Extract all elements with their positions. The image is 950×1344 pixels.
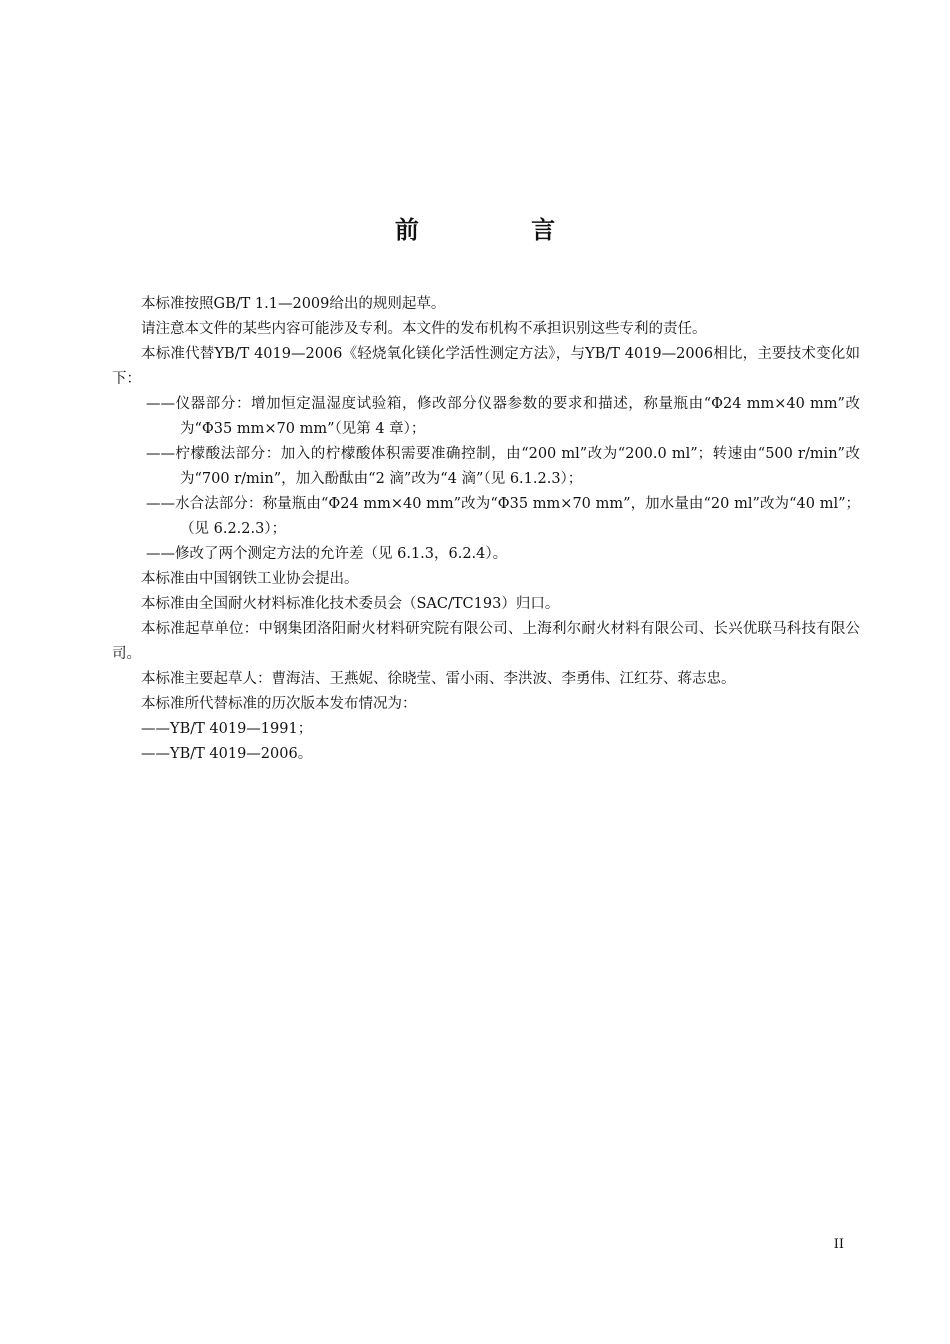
version-item-2006: ——YB/T 4019—2006。: [141, 746, 313, 762]
paragraph-version-history: 本标准所代替标准的历次版本发布情况为：: [141, 696, 417, 712]
change-item-hydration: ——水合法部分：称量瓶由“Φ24 mm×40 mm”改为“Φ35 mm×70 mm”，加水量由“20 ml”改为“40 ml”；（见 6.2.2.3）；: [146, 496, 860, 537]
paragraph-drafters: 本标准主要起草人：曹海洁、王燕妮、徐晓莹、雷小雨、李洪波、李勇伟、江红芬、蒋志忠。: [141, 671, 736, 687]
preface-body: [112, 292, 860, 767]
version-item-1991: ——YB/T 4019—1991；: [141, 721, 313, 737]
paragraph-drafting-rules: 本标准按照GB/T 1.1—2009给出的规则起草。: [141, 296, 446, 312]
paragraph-drafting-units: 本标准起草单位：中钢集团洛阳耐火材料研究院有限公司、上海利尔耐火材料有限公司、长兴优联马科技有限公司。: [112, 621, 860, 662]
paragraph-proposer: 本标准由中国钢铁工业协会提出。: [141, 571, 359, 587]
change-item-instruments: ——仪器部分：增加恒定温湿度试验箱，修改部分仪器参数的要求和描述，称量瓶由“Φ24 mm×40 mm”改为“Φ35 mm×70 mm”（见第 4 章）；: [146, 396, 860, 437]
paragraph-replacement: 本标准代替YB/T 4019—2006《轻烧氧化镁化学活性测定方法》，与YB/T 4019—2006相比，主要技术变化如下：: [112, 346, 860, 387]
paragraph-technical-committee: 本标准由全国耐火材料标准化技术委员会（SAC/TC193）归口。: [141, 596, 560, 612]
change-item-tolerance: ——修改了两个测定方法的允许差（见 6.1.3，6.2.4）。: [146, 546, 508, 562]
page-number: II: [833, 1237, 844, 1252]
change-item-citric-acid: ——柠檬酸法部分：加入的柠檬酸体积需要准确控制，由“200 ml”改为“200.0 ml”；转速由“500 r/min”改为“700 r/min”，加入酚酞由“2 滴”改为“4 滴”（见 6.1.2.3）；: [146, 446, 860, 487]
paragraph-patent-notice: 请注意本文件的某些内容可能涉及专利。本文件的发布机构不承担识别这些专利的责任。: [141, 321, 707, 337]
page-title: 前 言: [394, 216, 608, 244]
